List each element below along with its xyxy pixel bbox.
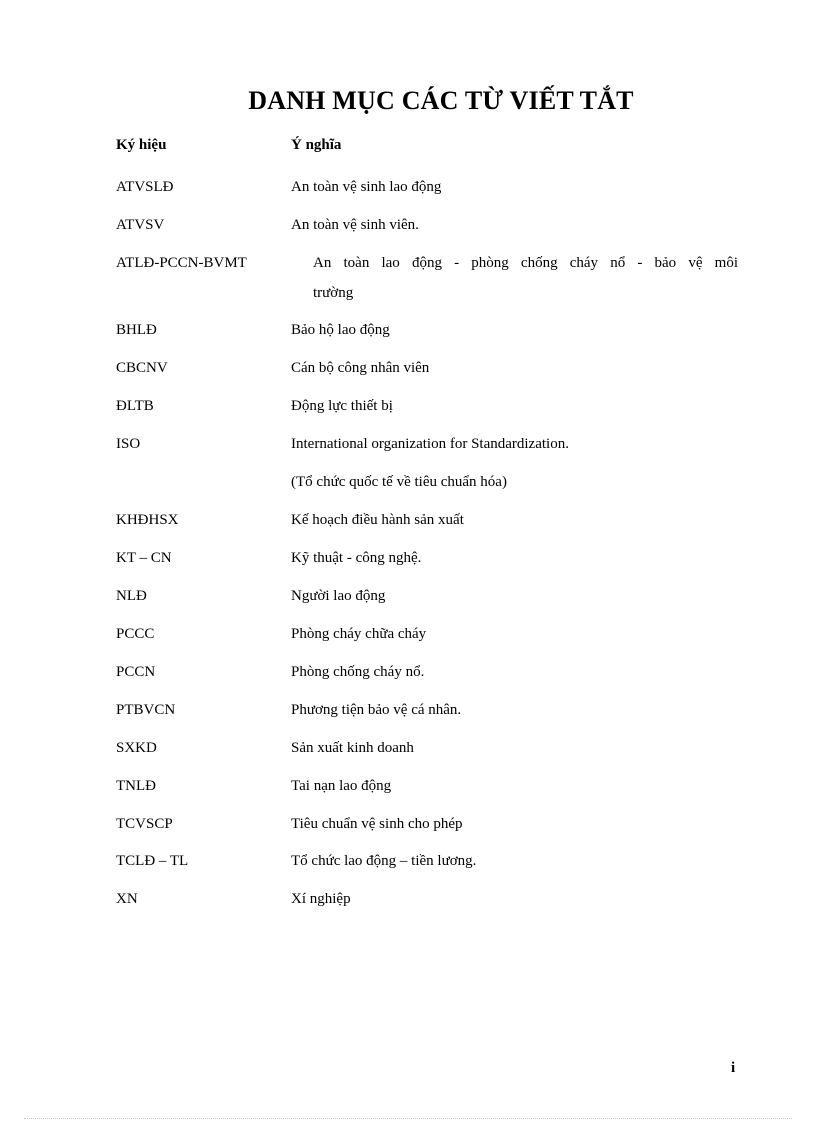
row-code: SXKD: [116, 740, 157, 756]
row-meaning: Phòng cháy chữa cháy: [291, 626, 427, 642]
page-title: DANH MỤC CÁC TỪ VIẾT TẮT: [248, 86, 634, 115]
row-meaning: Tiêu chuẩn vệ sinh cho phép: [291, 816, 463, 832]
row-meaning: An toàn vệ sinh viên.: [291, 217, 419, 233]
row-meaning: Bảo hộ lao động: [291, 322, 390, 338]
row-code: KHĐHSX: [116, 512, 179, 528]
row-meaning: International organization for Standardization.: [291, 436, 569, 452]
row-code: KT – CN: [116, 550, 172, 566]
row-code: ATVSV: [116, 217, 165, 233]
page-number: i: [731, 1060, 736, 1076]
row-meaning: An toàn vệ sinh lao động: [291, 179, 442, 195]
row-meaning: Kế hoạch điều hành sản xuất: [291, 512, 464, 528]
row-code: PCCN: [116, 664, 156, 680]
row-meaning: Người lao động: [291, 588, 386, 604]
row-code: BHLĐ: [116, 322, 157, 338]
row-meaning: Phương tiện bảo vệ cá nhân.: [291, 702, 462, 718]
row-code: XN: [116, 891, 138, 907]
row-code: ĐLTB: [116, 398, 154, 414]
row-meaning: Tai nạn lao động: [291, 778, 392, 794]
row-meaning: Xí nghiệp: [291, 891, 351, 907]
row-meaning: Động lực thiết bị: [291, 398, 393, 414]
row-code: TCLĐ – TL: [116, 853, 189, 869]
header-code: Ký hiệu: [116, 137, 167, 153]
row-code: TCVSCP: [116, 816, 173, 832]
row-meaning: Sản xuất kinh doanh: [291, 740, 414, 756]
row-meaning: Phòng chống cháy nổ.: [291, 664, 425, 680]
row-code: ATLĐ-PCCN-BVMT: [116, 255, 247, 271]
row-code: PTBVCN: [116, 702, 176, 718]
row-meaning: Cán bộ công nhân viên: [291, 360, 430, 376]
row-code: TNLĐ: [116, 778, 156, 794]
row-meaning: Tổ chức lao động – tiền lương.: [291, 853, 477, 869]
row-code: CBCNV: [116, 360, 168, 376]
row-meaning: (Tổ chức quốc tế về tiêu chuẩn hóa): [291, 474, 507, 490]
header-meaning: Ý nghĩa: [291, 137, 342, 153]
row-meaning: Kỹ thuật - công nghệ.: [291, 550, 422, 566]
table-header: [116, 137, 756, 161]
row-code: ATVSLĐ: [116, 179, 174, 195]
row-code: NLĐ: [116, 588, 147, 604]
row-code: ISO: [116, 436, 141, 452]
row-meaning: An toàn lao động - phòng chống cháy nổ - bảo vệ môi trường: [313, 255, 738, 301]
page-bottom-divider: [24, 1118, 792, 1119]
row-code: PCCC: [116, 626, 155, 642]
